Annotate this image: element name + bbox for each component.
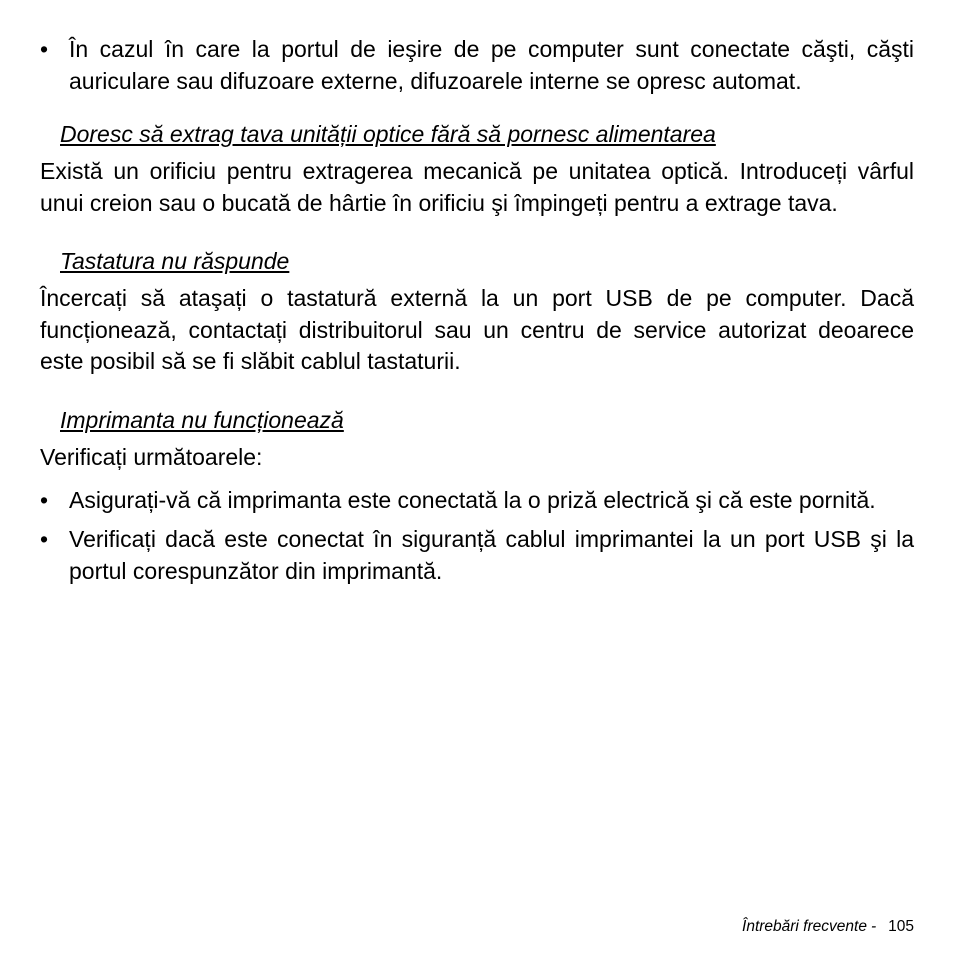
section-paragraph-keyboard: Încercați să ataşați o tastatură externă la un port USB de pe computer. Dacă funcționează, contactați distribuitorul sau un centru de service autorizat deoarece este posibil să se fi slăbit cablul tastaturii. [40, 285, 914, 374]
section-heading-keyboard: Tastatura nu răspunde [60, 248, 290, 274]
section-paragraph-printer: Verificați următoarele: [40, 443, 263, 470]
bullet-marker: • [40, 526, 49, 552]
bullet-text: Asigurați-vă că imprimanta este conectată la o priză electrică şi că este pornită. [69, 487, 876, 513]
bullet-item-printer-power [40, 484, 914, 516]
section-heading-printer: Imprimanta nu funcționează [60, 406, 344, 433]
section-heading-optical-drive: Doresc să extrag tava unității optice fără să pornesc alimentarea [60, 121, 716, 147]
document-page [40, 33, 914, 587]
section-paragraph-optical-drive: Există un orificiu pentru extragerea mecanică pe unitatea optică. Introduceți vârful unui creion sau o bucată de hârtie în orificiu şi împingeți pentru a extrage tava. [40, 158, 914, 216]
footer-separator: - [870, 918, 877, 935]
footer-title: Întrebări frecvente [742, 918, 867, 935]
bullet-item-printer-cable [40, 523, 914, 587]
bullet-text: În cazul în care la portul de ieşire de pe computer sunt conectate căşti, căşti auriculare sau difuzoare externe, difuzoarele interne se opresc automat. [69, 36, 914, 94]
bullet-marker: • [40, 36, 49, 62]
page-footer [742, 917, 914, 937]
bullet-text: Verificați dacă este conectat în siguranță cablul imprimantei la un port USB şi la portul corespunzător din imprimantă. [69, 526, 914, 584]
page-number: 105 [888, 918, 914, 935]
bullet-marker: • [40, 487, 49, 513]
bullet-item-headphones [40, 33, 914, 97]
